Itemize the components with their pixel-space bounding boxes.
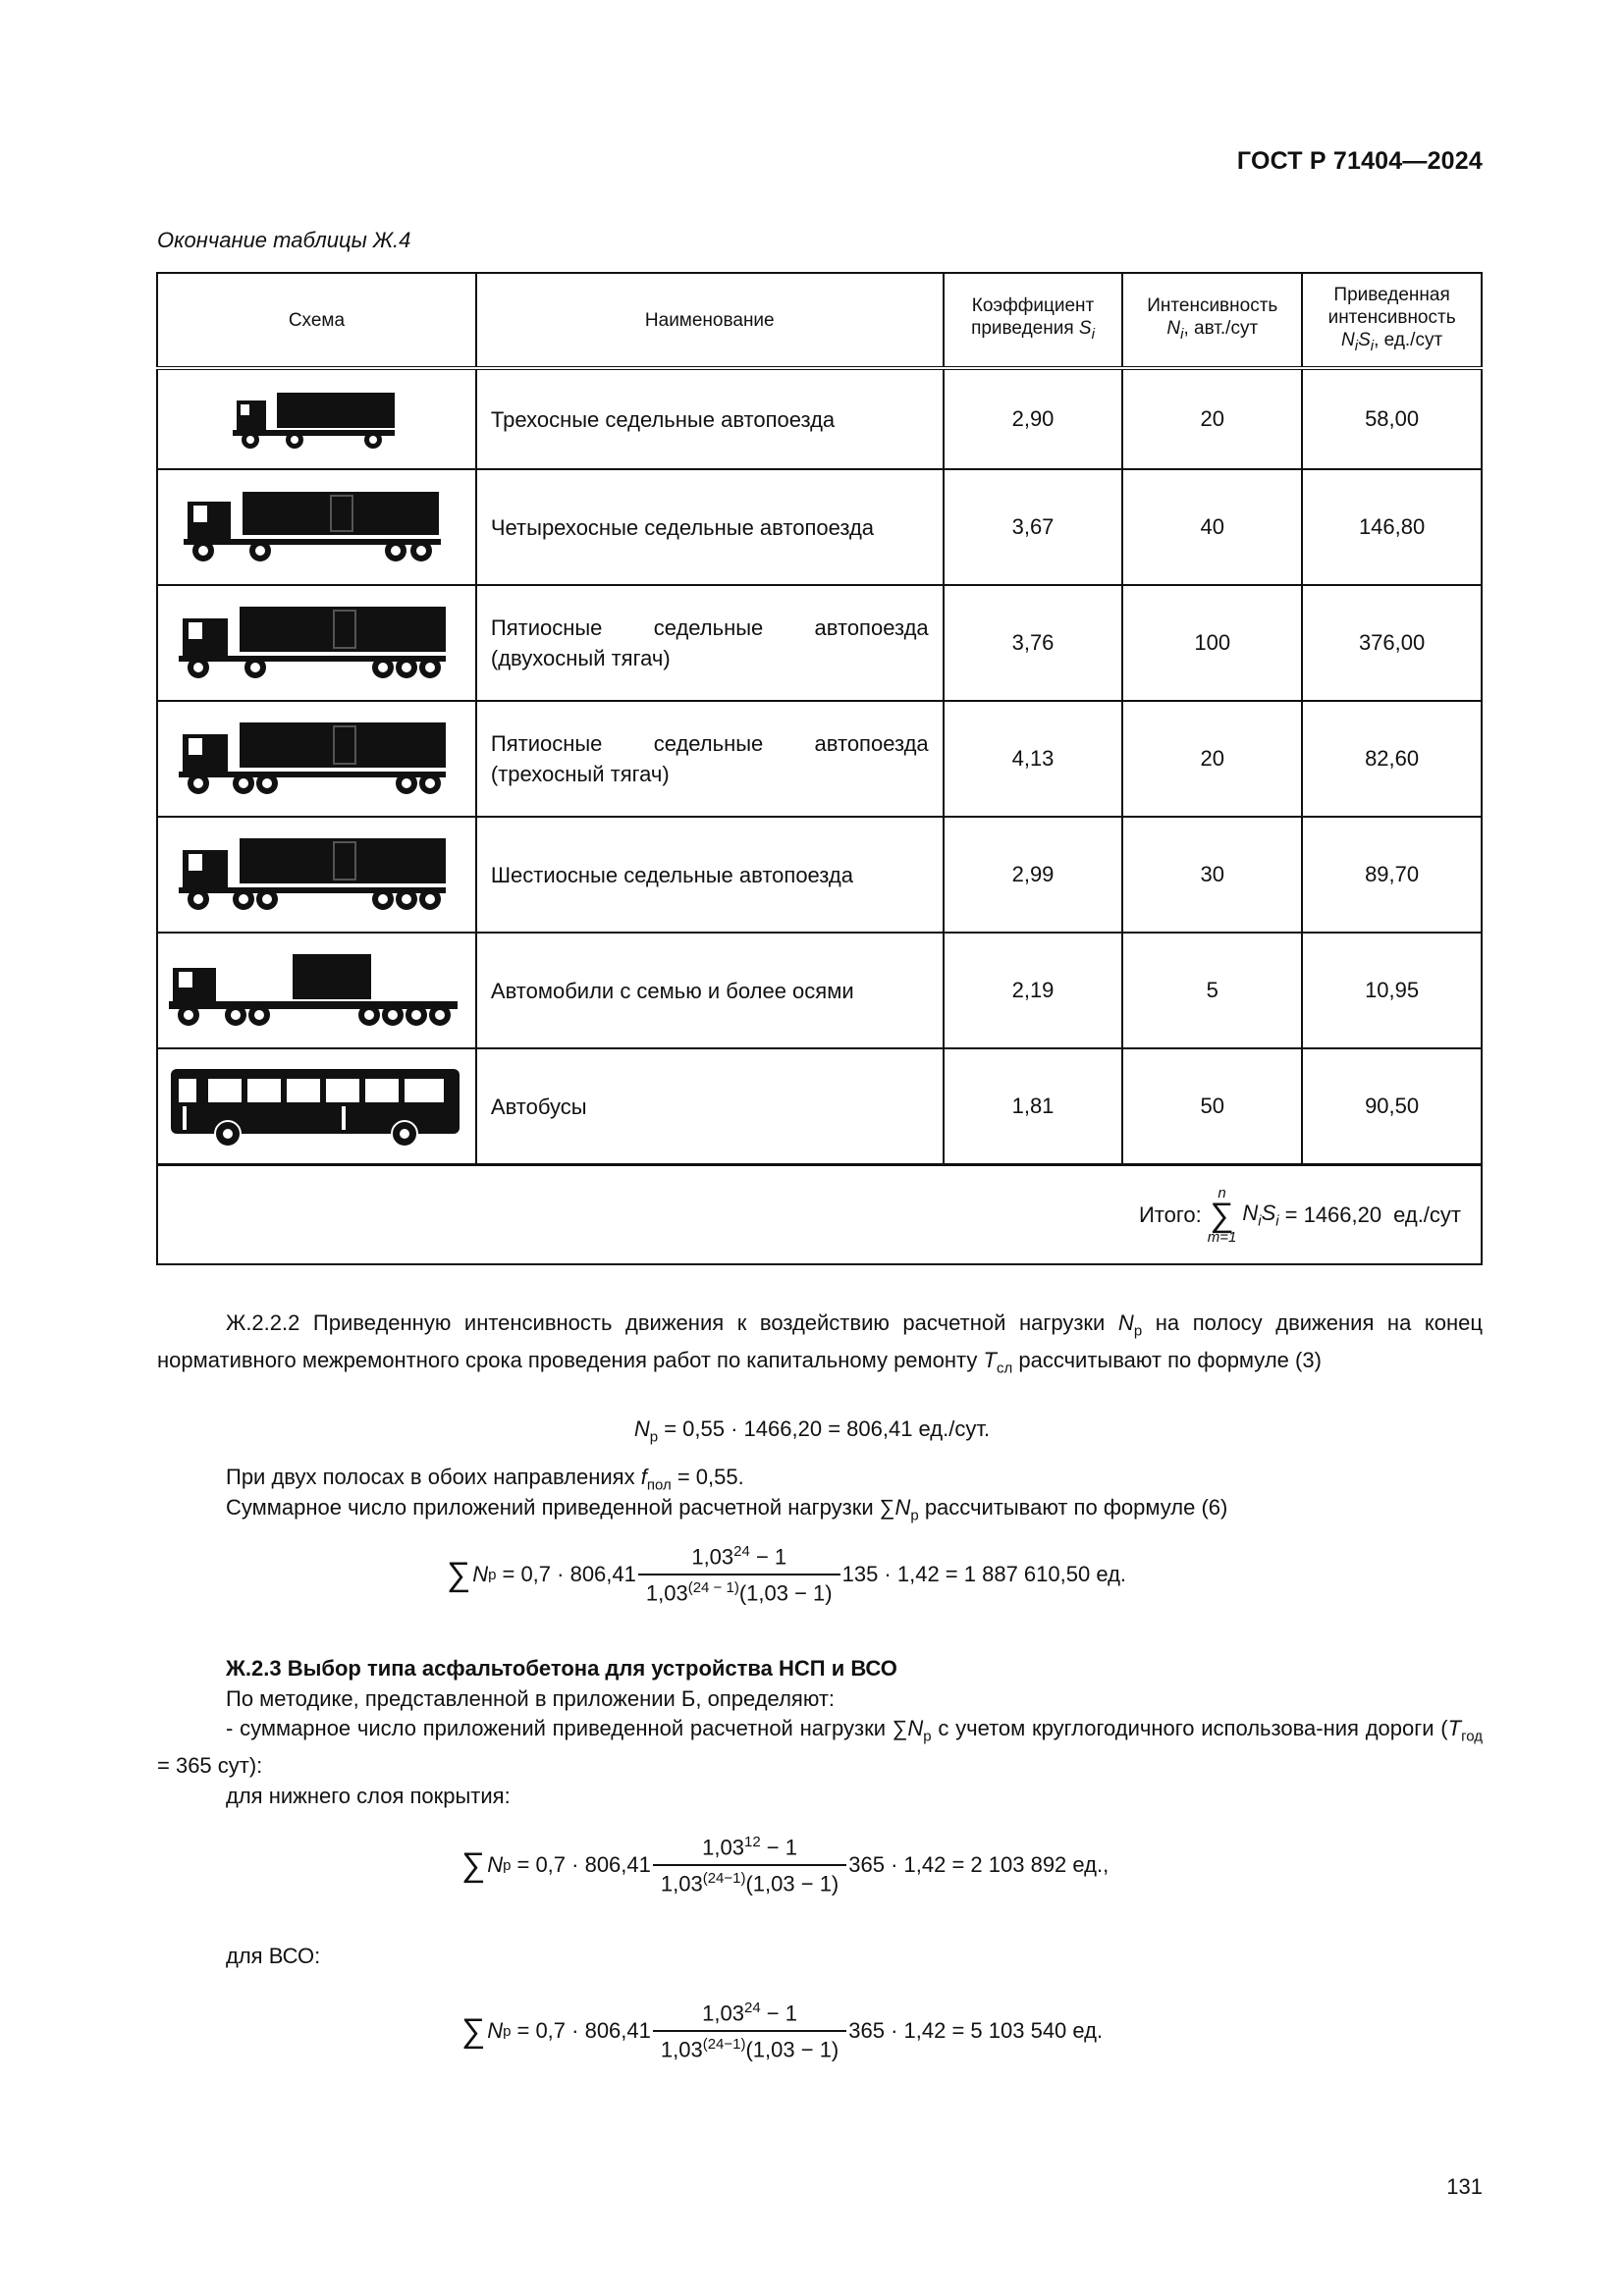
eq1-n: N: [633, 1416, 650, 1441]
p1-np: N: [1117, 1310, 1134, 1335]
intensity-value: 20: [1122, 701, 1302, 817]
coef-value: 3,67: [944, 469, 1123, 585]
f3-lead: = 0,7 · 806,41: [516, 2018, 651, 2044]
total-cell: [157, 1165, 1482, 1265]
p1-text-a: Ж.2.2.2 Приведенную интенсивность движения к воздействию расчетной нагрузки: [226, 1310, 1106, 1335]
f3-fraction: [653, 2000, 846, 2063]
total-formula: [1139, 1186, 1461, 1245]
p1-t-sub: сл: [996, 1360, 1013, 1377]
p3-n: N: [894, 1495, 911, 1520]
sigma-icon: ∑: [447, 1555, 471, 1593]
reduced-value: 90,50: [1302, 1048, 1482, 1165]
truck-3-axle-icon: [233, 387, 400, 452]
equation-np: [0, 1416, 1624, 1445]
red-sub1: i: [1354, 337, 1359, 354]
document-standard-code: ГОСТ Р 71404—2024: [1236, 147, 1483, 175]
f2-denominator: [653, 1864, 846, 1896]
scheme-cell: [157, 701, 476, 817]
f2-den-tail: (1,03 − 1): [745, 1871, 839, 1896]
scheme-cell: [157, 469, 476, 585]
truck-4-axle-icon: [184, 488, 449, 566]
coef-value: 3,76: [944, 585, 1123, 701]
scheme-cell: [157, 1048, 476, 1165]
f1-sub: р: [488, 1566, 497, 1583]
s3-text-c: = 365 сут):: [157, 1753, 263, 1779]
coef-sym: S: [1078, 318, 1092, 340]
coef-value: 2,19: [944, 933, 1123, 1048]
eq1-sub: р: [649, 1428, 659, 1446]
vehicle-name: Шестиосные седельные автопоезда: [476, 817, 944, 933]
s3-text-a: - суммарное число приложений приведенной расчетной нагрузки ∑: [226, 1716, 908, 1740]
f3-sub: р: [503, 2022, 512, 2040]
scheme-cell: [157, 368, 476, 469]
reduced-value: 376,00: [1302, 585, 1482, 701]
f2-den-base: 1,03: [660, 1871, 703, 1896]
int-line1: Интенсивность: [1147, 295, 1278, 317]
formula-sum-np-1: [447, 1543, 1126, 1607]
f3-den-tail: (1,03 − 1): [745, 2037, 839, 2062]
f2-sub: р: [503, 1856, 512, 1874]
table-row: [157, 368, 1482, 469]
total-product: [1242, 1201, 1278, 1229]
table-row: [157, 469, 1482, 585]
sigma-icon: ∑: [1210, 1196, 1234, 1234]
p2-f: f: [640, 1465, 647, 1489]
reduced-value: 58,00: [1302, 368, 1482, 469]
f2-num-base: 1,03: [702, 1835, 744, 1860]
f3-num-tail: − 1: [760, 2001, 797, 2026]
p1-np-sub: р: [1133, 1322, 1143, 1340]
s3-sub: р: [923, 1728, 932, 1745]
f2-trail: 365 · 1,42 = 2 103 892 ед.,: [848, 1852, 1110, 1878]
coef-value: 1,81: [944, 1048, 1123, 1165]
red-sub2: i: [1370, 337, 1375, 354]
section-bullet: [157, 1714, 1483, 1781]
total-sym2: S: [1261, 1200, 1276, 1225]
f2-n: N: [487, 1852, 504, 1878]
f1-n: N: [472, 1562, 489, 1587]
vehicle-table: [156, 272, 1483, 1265]
f3-n: N: [487, 2018, 504, 2044]
intensity-value: 40: [1122, 469, 1302, 585]
coef-sub: i: [1091, 325, 1095, 343]
col-intensity-header: [1122, 273, 1302, 368]
paragraph-2-2-2: [157, 1308, 1483, 1384]
f1-den-base: 1,03: [645, 1580, 688, 1606]
f1-num-exp: 24: [733, 1543, 750, 1560]
f1-fraction: [638, 1543, 840, 1607]
sigma-icon: ∑: [461, 1845, 486, 1884]
s3-t-sub: год: [1461, 1728, 1483, 1745]
col-reduced-header: [1302, 273, 1482, 368]
f2-den-exp: (24−1): [702, 1870, 746, 1888]
scheme-cell: [157, 585, 476, 701]
total-sub1: i: [1258, 1212, 1262, 1230]
red-line1: Приведенная: [1333, 284, 1450, 305]
f2-numerator: [694, 1834, 805, 1864]
red-sym2: S: [1358, 329, 1371, 350]
total-unit: ед./сут: [1393, 1201, 1461, 1227]
intensity-value: 50: [1122, 1048, 1302, 1165]
coef-value: 2,99: [944, 817, 1123, 933]
scheme-cell: [157, 933, 476, 1048]
coef-line2: приведения: [971, 318, 1074, 340]
f3-denominator: [653, 2030, 846, 2062]
f2-num-exp: 12: [743, 1834, 761, 1850]
vehicle-name: Автомобили с семью и более осями: [476, 933, 944, 1048]
intensity-value: 20: [1122, 368, 1302, 469]
total-sym1: N: [1242, 1200, 1259, 1225]
p1-text-b: на полосу движения на конец нормативного межремонтного срока проведения работ по капитальному ремонту: [157, 1310, 1483, 1373]
int-unit: , авт./сут: [1183, 318, 1259, 340]
f2-fraction: [653, 1834, 846, 1897]
vehicle-name: Пятиосные седельные автопоезда (двухосный тягач): [476, 585, 944, 701]
p1-text-c: рассчитывают по формуле (3): [1018, 1348, 1322, 1373]
s3-t: T: [1447, 1716, 1462, 1740]
f3-num-exp: 24: [743, 2000, 761, 2016]
red-line2: интенсивность: [1327, 306, 1456, 328]
intensity-value: 100: [1122, 585, 1302, 701]
vehicle-name: Пятиосные седельные автопоезда (трехосный тягач): [476, 701, 944, 817]
f1-den-tail: (1,03 − 1): [738, 1580, 833, 1606]
intensity-value: 5: [1122, 933, 1302, 1048]
page-number: 131: [1446, 2174, 1483, 2199]
bus-icon: [169, 1065, 463, 1148]
lower-layer-label: для нижнего слоя покрытия:: [226, 1784, 511, 1808]
s3-text-b: с учетом круглогодичного использова-ния дороги (: [931, 1716, 1448, 1740]
truck-5-axle-2-tractor-icon: [179, 603, 454, 683]
reduced-value: 146,80: [1302, 469, 1482, 585]
total-sub2: i: [1275, 1212, 1279, 1230]
intensity-value: 30: [1122, 817, 1302, 933]
col-scheme-header: Схема: [157, 273, 476, 368]
formula-sum-np-2: [461, 1834, 1109, 1897]
coef-value: 4,13: [944, 701, 1123, 817]
total-label: Итого:: [1138, 1201, 1202, 1227]
coef-line1: Коэффициент: [971, 295, 1095, 317]
reduced-value: 89,70: [1302, 817, 1482, 933]
red-unit: , ед./сут: [1374, 329, 1443, 350]
f3-num-base: 1,03: [702, 2001, 744, 2026]
f1-num-tail: − 1: [749, 1544, 787, 1570]
table-total-row: [157, 1165, 1482, 1265]
col-coef-header: [944, 273, 1123, 368]
f3-den-base: 1,03: [660, 2037, 703, 2062]
paragraph-sum-intro: [226, 1493, 1227, 1530]
reduced-value: 10,95: [1302, 933, 1482, 1048]
table-row: [157, 585, 1482, 701]
vehicle-name: Четырехосные седельные автопоезда: [476, 469, 944, 585]
table-row: [157, 817, 1482, 933]
f1-trail: 135 · 1,42 = 1 887 610,50 ед.: [841, 1562, 1127, 1587]
reduced-value: 82,60: [1302, 701, 1482, 817]
sum-symbol: [1208, 1186, 1237, 1245]
col-name-header: Наименование: [476, 273, 944, 368]
f3-den-exp: (24−1): [702, 2036, 746, 2054]
total-value: = 1466,20: [1284, 1201, 1382, 1227]
table-caption: Окончание таблицы Ж.4: [157, 228, 411, 252]
vso-label: для ВСО:: [226, 1944, 321, 1968]
coef-value: 2,90: [944, 368, 1123, 469]
table-header-row: [157, 273, 1482, 368]
f3-trail: 365 · 1,42 = 5 103 540 ед.: [848, 2018, 1104, 2044]
f1-numerator: [683, 1543, 794, 1574]
p3-text-b: рассчитывают по формуле (6): [918, 1495, 1228, 1520]
int-sub: i: [1180, 325, 1184, 343]
f1-denominator: [638, 1574, 840, 1606]
p1-t: T: [983, 1348, 997, 1373]
sigma-icon: ∑: [461, 2011, 486, 2050]
section-intro: По методике, представленной в приложении Б, определяют:: [226, 1686, 836, 1711]
s3-n: N: [907, 1716, 924, 1740]
p2-f-sub: пол: [646, 1476, 672, 1494]
table-row: [157, 701, 1482, 817]
p2-text-b: = 0,55.: [671, 1465, 744, 1489]
table-row: [157, 1048, 1482, 1165]
section-title: Ж.2.3 Выбор типа асфальтобетона для устройства НСП и ВСО: [226, 1656, 897, 1681]
f2-lead: = 0,7 · 806,41: [516, 1852, 651, 1878]
f1-lead: = 0,7 · 806,41: [502, 1562, 636, 1587]
truck-7-axle-icon: [169, 950, 463, 1031]
p3-sub: р: [910, 1507, 919, 1524]
formula-sum-np-3: [461, 2000, 1103, 2063]
table-row: [157, 933, 1482, 1048]
f3-numerator: [694, 2000, 805, 2030]
p2-text-a: При двух полосах в обоих направлениях: [226, 1465, 635, 1489]
vehicle-name: Трехосные седельные автопоезда: [476, 368, 944, 469]
red-sym1: N: [1341, 329, 1355, 350]
sum-lower: m=1: [1207, 1228, 1237, 1246]
p3-text-a: Суммарное число приложений приведенной расчетной нагрузки ∑: [226, 1495, 895, 1520]
scheme-cell: [157, 817, 476, 933]
truck-5-axle-3-tractor-icon: [179, 719, 454, 799]
f1-num-base: 1,03: [691, 1544, 734, 1570]
vehicle-name: Автобусы: [476, 1048, 944, 1165]
sum-upper: n: [1218, 1184, 1226, 1201]
f1-den-exp: (24 − 1): [687, 1579, 739, 1597]
eq1-rest: = 0,55 · 1466,20 = 806,41 ед./сут.: [658, 1416, 991, 1441]
int-sym: N: [1166, 318, 1181, 340]
truck-6-axle-icon: [179, 834, 454, 915]
f2-num-tail: − 1: [760, 1835, 797, 1860]
